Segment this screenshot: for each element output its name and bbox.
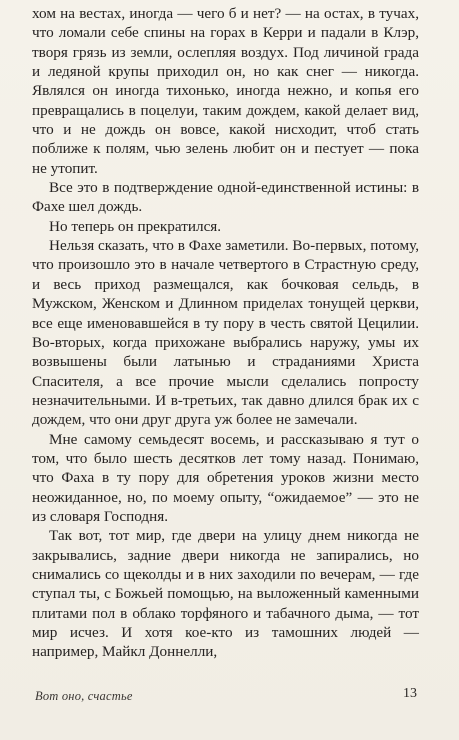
paragraph-5: Мне самому семьдесят восемь, и рассказываю я тут о том, что было шесть десятков лет тому назад. Понимаю, что Фаха в ту пору для обретения уроков жизни место неожиданное, но, по моему опыту, “ожидаемое” — это не из словаря Господня.: [32, 430, 419, 525]
paragraph-4: Нельзя сказать, что в Фахе заметили. Во-первых, потому, что произошло это в начале четвертого в Страстную среду, и весь приход размещался, как бочковая сельдь, в Мужском, Женском и Длинном приделах тонущей церкви, все еще именовавшейся в ту пору в честь святой Цецилии. Во-вторых, когда прихожане выбрались наружу, умы их возвышены были латынью и страданиями Христа Спасителя, а все прочие мысли сделались попросту незначительными. И в-третьих, так давно длился брак их с дождем, что они друг друга уж более не замечали.: [32, 237, 419, 429]
running-footer-book-title: Вот оно, счастье: [35, 689, 133, 703]
paragraph-1: хом на вестах, иногда — чего б и нет? — на остах, в тучах, что ломали себе спины на горах в Керри и падали в Клэр, творя грязь из земли, ослепляя воздух. Под личиной града и ледяной крупы приходил он, но как снег — никогда. Являлся он иногда тихонько, иногда нежно, и копья его превращались в поцелуи, таким дождем, какой делает вид, что и не дождь он вовсе, какой нисходит, чтоб стать поближе к полям, чью зелень любит он и пестует — пока не утопит.: [32, 5, 419, 177]
paragraph-2: Все это в подтверждение одной-единственной истины: в Фахе шел дождь.: [32, 179, 419, 216]
paragraph-3: Но теперь он прекратился.: [49, 217, 222, 235]
page-body-text: [32, 4, 419, 662]
page-number: 13: [403, 686, 417, 701]
paragraph-6: Так вот, тот мир, где двери на улицу днем никогда не закрывались, задние двери никогда не запирались, но снимались со щеколды и в них заходили по вечерам, — где ступал ты, с Божьей помощью, на выложенный каменными плитами пол в облако торфяного и табачного дыма, — тот мир исчез. И хотя кое-кто из тамошних людей — например, Майкл Доннелли,: [32, 527, 419, 661]
